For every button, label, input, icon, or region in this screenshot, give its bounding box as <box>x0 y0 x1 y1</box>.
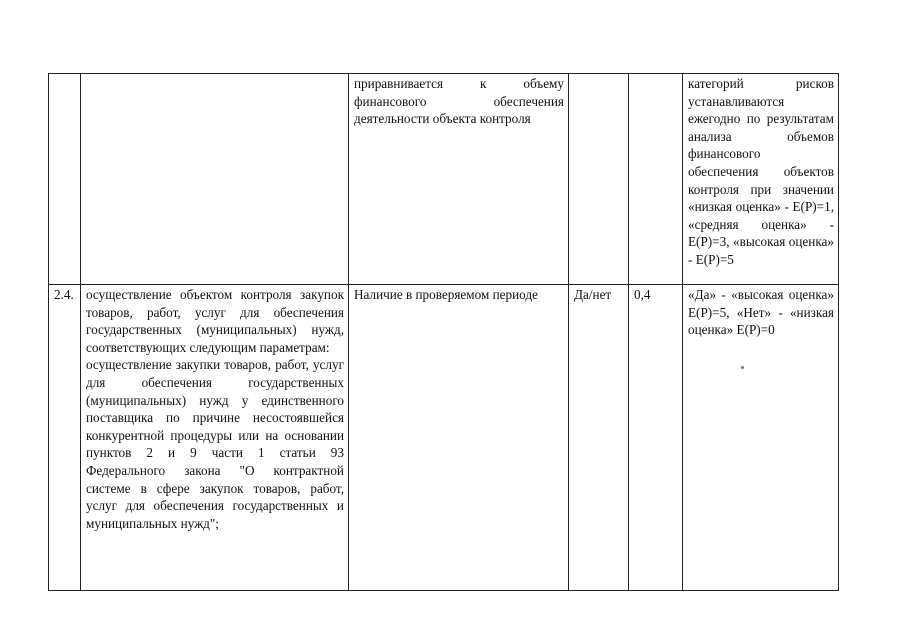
cell-unit <box>569 74 629 285</box>
cell-number <box>49 74 81 285</box>
cell-method: приравнивается к объему финансового обеспечения деятельности объекта контроля <box>349 74 569 285</box>
cell-subject <box>81 285 349 591</box>
cell-method: Наличие в проверяемом периоде <box>349 285 569 591</box>
cell-criteria: категорий рисков устанавливаются ежегодно по результатам анализа объемов финансового обеспечения объектов контроля при значении «низкая оценка» - E(P)=1, «средняя оценка» - E(P)=3, «высокая оценка» - E(P)=5 <box>683 74 839 285</box>
subject-continuation: осуществление закупки товаров, работ, услуг для обеспечения государственных (муниципальных) нужд у единственного поставщика по причине несостоявшейся конкурентной процедуры или на основании пунктов 2 и 9 части 1 статьи 93 Федерального закона "О контрактной системе в сфере закупок товаров, работ, услуг для обеспечения государственных и муниципальных нужд"; <box>86 357 344 531</box>
cell-criteria: «Да» - «высокая оценка» E(P)=5, «Нет» - «низкая оценка» E(P)=0 <box>683 285 839 591</box>
cell-subject <box>81 74 349 285</box>
cell-weight <box>629 74 683 285</box>
table-row <box>49 74 839 285</box>
table-row <box>49 285 839 591</box>
cell-number: 2.4. <box>49 285 81 591</box>
subject-text: осуществление объектом контроля закупок товаров, работ, услуг для обеспечения государственных (муниципальных) нужд, соответствующих следующим параметрам: <box>86 287 344 355</box>
cell-weight: 0,4 <box>629 285 683 591</box>
risk-criteria-table <box>48 73 839 591</box>
cell-unit: Да/нет <box>569 285 629 591</box>
scan-speck <box>741 366 744 369</box>
